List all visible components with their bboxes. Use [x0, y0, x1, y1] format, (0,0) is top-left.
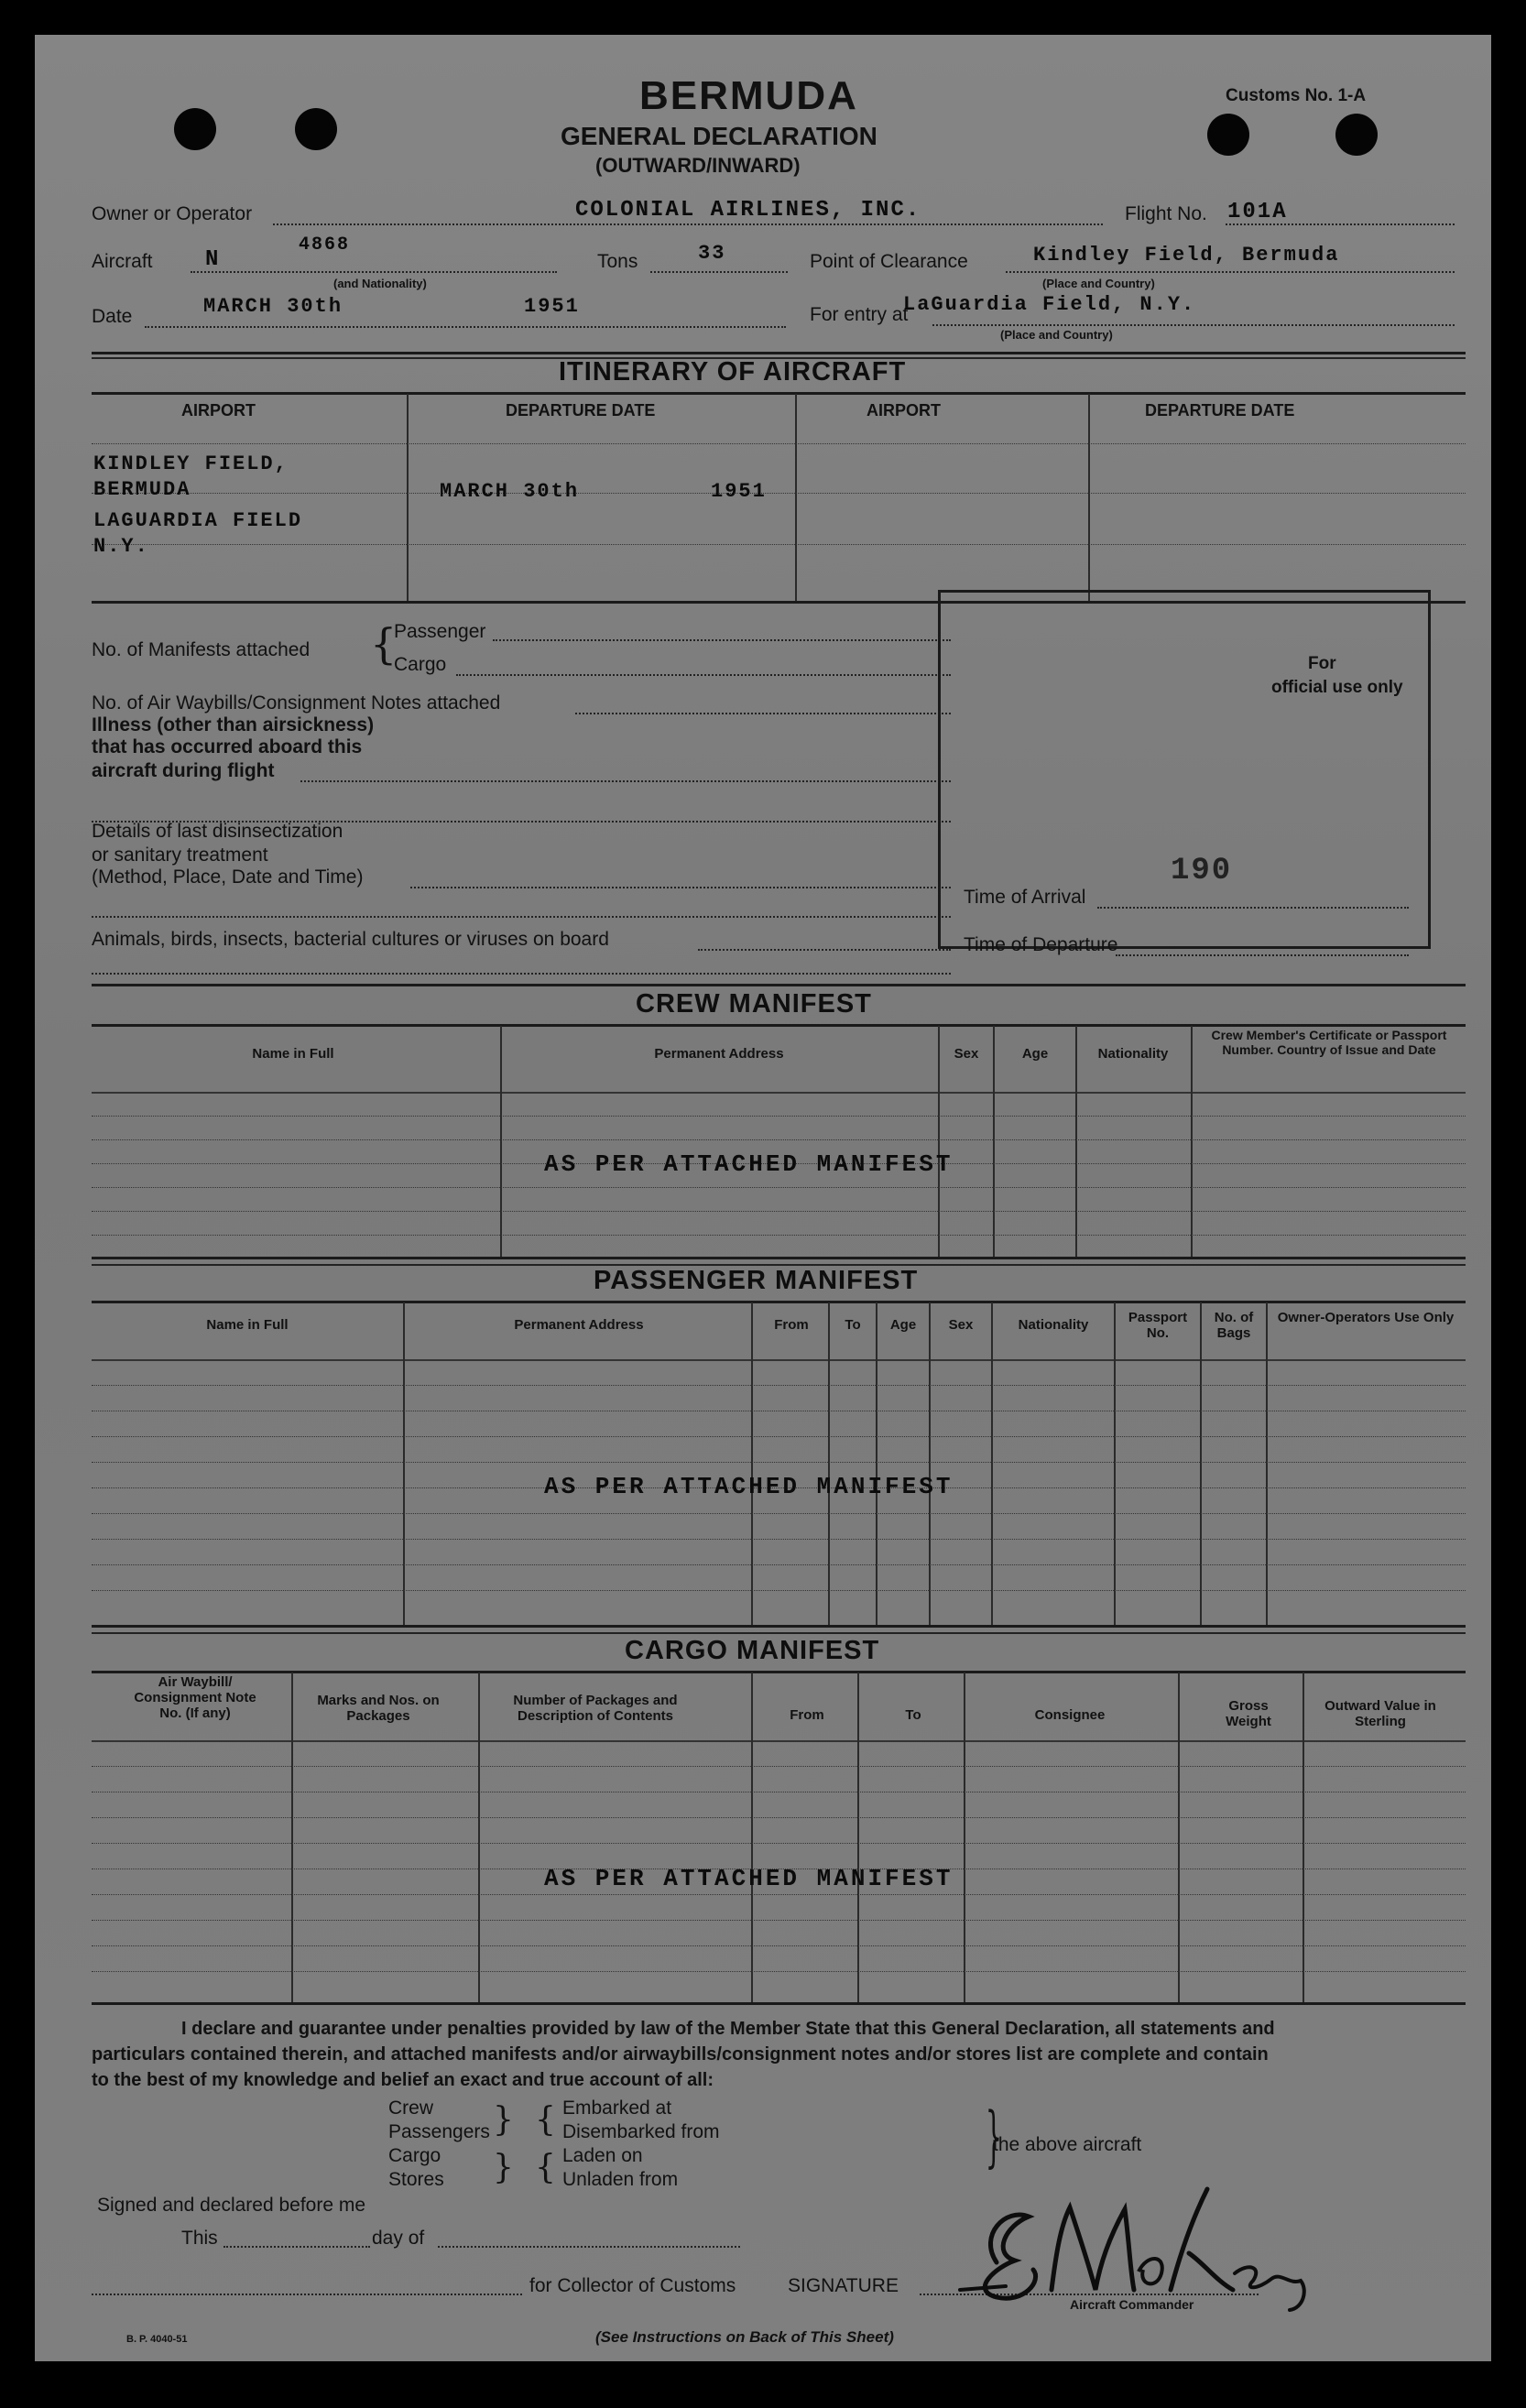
commander-signature	[942, 2152, 1345, 2317]
animals-line	[698, 949, 951, 951]
waybills-label: No. of Air Waybills/Consignment Notes attached	[92, 692, 501, 714]
aircraft-value: 4868	[299, 234, 351, 256]
passenger-row-rule	[92, 1462, 1466, 1463]
footer-note: (See Instructions on Back of This Sheet)	[595, 2328, 894, 2346]
cargo-col: Consignee	[1034, 1707, 1106, 1723]
passenger-col: Name in Full	[206, 1317, 289, 1333]
form-subtitle: GENERAL DECLARATION	[561, 122, 877, 150]
disinsect-line-2	[92, 916, 951, 918]
itinerary-divider	[795, 394, 797, 601]
cargo-divider	[857, 1673, 859, 2002]
year-value: 1951	[524, 295, 580, 318]
day-line	[438, 2246, 740, 2248]
declaration-left-item: Passengers	[388, 2121, 490, 2142]
crew-col: Permanent Address	[654, 1046, 784, 1062]
punch-hole	[295, 108, 337, 150]
disinsect-label: (Method, Place, Date and Time)	[92, 866, 364, 888]
itinerary-airport-line: BERMUDA	[93, 478, 191, 501]
crew-row-rule	[92, 1116, 1466, 1117]
aircraft-line	[191, 271, 557, 273]
passenger-title: PASSENGER MANIFEST	[594, 1266, 919, 1295]
cargo-col: Outward Value in Sterling	[1324, 1698, 1436, 1729]
itinerary-divider	[1088, 394, 1090, 601]
departure-label: Time of Departure	[964, 934, 1118, 955]
disinsect-label: Details of last disinsectization	[92, 821, 343, 842]
passenger-col: Permanent Address	[514, 1317, 644, 1333]
declaration-mid-item: Embarked at	[562, 2097, 672, 2119]
passenger-bottom-rule	[92, 1625, 1466, 1628]
crew-row-rule	[92, 1235, 1466, 1236]
declaration-brace: {	[535, 2149, 556, 2186]
illness-label: that has occurred aboard this	[92, 736, 363, 757]
form-direction: (OUTWARD/INWARD)	[595, 154, 801, 177]
passenger-col: Owner-Operators Use Only	[1277, 1310, 1455, 1325]
cargo-divider	[751, 1673, 753, 2002]
cargo-divider	[291, 1673, 293, 2002]
cargo-row-rule	[92, 1945, 1466, 1946]
disinsect-label: or sanitary treatment	[92, 844, 268, 866]
cargo-divider	[1178, 1673, 1180, 2002]
passenger-col: Nationality	[1018, 1317, 1089, 1333]
cargo-title: CARGO MANIFEST	[625, 1636, 880, 1665]
itinerary-col-departure-2: DEPARTURE DATE	[1145, 401, 1295, 419]
place-country-note-2: (Place and Country)	[1000, 328, 1113, 342]
flight-line	[1226, 223, 1455, 225]
declaration-left-item: Crew	[388, 2097, 434, 2119]
flight-value: 101A	[1227, 200, 1288, 224]
punch-hole	[1207, 114, 1249, 156]
cargo-col: To	[905, 1707, 921, 1723]
passenger-row-rule	[92, 1513, 1466, 1514]
crew-title: CREW MANIFEST	[636, 989, 872, 1019]
punch-hole	[1335, 114, 1378, 156]
passenger-title-rule	[92, 1301, 1466, 1303]
form-title: BERMUDA	[639, 73, 858, 118]
aircraft-prefix: N	[205, 247, 221, 272]
passenger-divider	[1114, 1302, 1116, 1625]
illness-line	[300, 780, 951, 782]
declaration-mid-item: Disembarked from	[562, 2121, 720, 2142]
passenger-divider	[403, 1302, 405, 1625]
itinerary-col-airport-2: AIRPORT	[867, 401, 941, 419]
owner-value: COLONIAL AIRLINES, INC.	[575, 198, 921, 223]
owner-label: Owner or Operator	[92, 203, 253, 224]
animals-label: Animals, birds, insects, bacterial cultures or viruses on board	[92, 929, 609, 950]
crew-col: Nationality	[1097, 1046, 1169, 1062]
entry-line	[932, 324, 1455, 326]
illness-label: Illness (other than airsickness)	[92, 714, 375, 735]
passenger-manifest-line	[493, 639, 951, 641]
crew-bottom-rule	[92, 1257, 1466, 1259]
crew-col: Name in Full	[252, 1046, 334, 1062]
declaration-sheet	[35, 35, 1491, 2361]
animals-line-2	[92, 973, 951, 975]
cargo-manifest-line	[456, 674, 951, 676]
crew-title-rule	[92, 1024, 1466, 1027]
itinerary-title-rule	[92, 392, 1466, 395]
declaration-left-item: Cargo	[388, 2145, 441, 2166]
date-line	[145, 326, 786, 328]
declaration-brace: }	[493, 2149, 514, 2186]
passenger-manifest-label: Passenger	[394, 621, 486, 642]
passenger-divider	[1200, 1302, 1202, 1625]
itinerary-airport-line: LAGUARDIA FIELD	[93, 509, 303, 532]
passenger-col: Age	[889, 1317, 917, 1333]
crew-row-rule	[92, 1139, 1466, 1140]
itinerary-col-airport: AIRPORT	[181, 401, 256, 419]
manifests-brace: {	[370, 619, 398, 669]
collector-line	[92, 2294, 522, 2295]
cargo-row-rule	[92, 1843, 1466, 1844]
declaration-brace: }	[985, 2097, 1003, 2174]
itinerary-title: ITINERARY OF AIRCRAFT	[559, 357, 907, 387]
itinerary-rule	[92, 493, 1466, 494]
signed-label: Signed and declared before me	[97, 2195, 366, 2216]
crew-divider	[1075, 1026, 1077, 1257]
clearance-label: Point of Clearance	[810, 251, 968, 272]
crew-divider	[1191, 1026, 1193, 1257]
declaration-left-item: Stores	[388, 2169, 444, 2190]
illness-label: aircraft during flight	[92, 760, 275, 781]
declaration-mid-item: Unladen from	[562, 2169, 679, 2190]
date-label: Date	[92, 306, 133, 327]
itinerary-rule	[92, 544, 1466, 545]
clearance-value: Kindley Field, Bermuda	[1033, 244, 1340, 267]
passenger-row-rule	[92, 1539, 1466, 1540]
passenger-divider	[929, 1302, 931, 1625]
passenger-col: To	[845, 1317, 861, 1333]
cargo-attached-note: AS PER ATTACHED MANIFEST	[544, 1865, 954, 1892]
crew-header-rule	[92, 1092, 1466, 1094]
passenger-row-rule	[92, 1436, 1466, 1437]
commander-label: Aircraft Commander	[1070, 2297, 1194, 2312]
flight-label: Flight No.	[1125, 203, 1207, 224]
crew-divider	[500, 1026, 502, 1257]
declaration-text-line: particulars contained therein, and attached manifests and/or airwaybills/consignment notes and/or stores list are complete and contain	[92, 2044, 1269, 2065]
declaration-text-line: to the best of my knowledge and belief an exact and true account of all:	[92, 2070, 714, 2090]
cargo-col: Marks and Nos. on Packages	[317, 1693, 440, 1724]
cargo-col: Number of Packages and Description of Contents	[513, 1693, 678, 1724]
crew-col: Sex	[954, 1046, 979, 1062]
tons-label: Tons	[597, 251, 638, 272]
passenger-col: From	[774, 1317, 809, 1333]
passenger-attached-note: AS PER ATTACHED MANIFEST	[544, 1473, 954, 1500]
crew-col: Age	[1021, 1046, 1049, 1062]
form-code: B. P. 4040-51	[126, 2334, 188, 2345]
cargo-row-rule	[92, 1766, 1466, 1767]
official-use-label: official use only	[1271, 678, 1403, 697]
clearance-line	[1006, 271, 1455, 273]
signature-label: SIGNATURE	[788, 2275, 899, 2296]
passenger-divider	[828, 1302, 830, 1625]
declaration-brace: }	[493, 2101, 514, 2139]
passenger-header-rule	[92, 1359, 1466, 1361]
passenger-row-rule	[92, 1590, 1466, 1591]
entry-value: LaGuardia Field, N.Y.	[903, 293, 1196, 316]
cargo-row-rule	[92, 1920, 1466, 1921]
crew-top-rule	[92, 984, 1466, 986]
departure-line	[1116, 954, 1409, 956]
passenger-col: No. of Bags	[1214, 1310, 1254, 1341]
day-label: day of	[372, 2228, 425, 2249]
itinerary-departure-date: MARCH 30th	[440, 480, 580, 503]
nationality-note: (and Nationality)	[333, 277, 427, 290]
cargo-header-rule	[92, 1740, 1466, 1742]
tons-line	[650, 271, 788, 273]
passenger-row-rule	[92, 1385, 1466, 1386]
passenger-divider	[1266, 1302, 1268, 1625]
cargo-row-rule	[92, 1971, 1466, 1972]
passenger-divider	[751, 1302, 753, 1625]
itinerary-divider	[407, 394, 409, 601]
entry-label: For entry at	[810, 304, 909, 325]
passenger-row-rule	[92, 1564, 1466, 1565]
crew-divider	[938, 1026, 940, 1257]
crew-col: Crew Member's Certificate or Passport Number. Country of Issue and Date	[1211, 1028, 1447, 1057]
itinerary-top-rule	[92, 352, 1466, 354]
crew-divider	[993, 1026, 995, 1257]
crew-row-rule	[92, 1211, 1466, 1212]
this-label: This	[181, 2228, 218, 2249]
cargo-divider	[478, 1673, 480, 2002]
crew-attached-note: AS PER ATTACHED MANIFEST	[544, 1150, 954, 1178]
official-use-label: For	[1308, 654, 1336, 673]
cargo-bottom-rule	[92, 2002, 1466, 2005]
passenger-divider	[991, 1302, 993, 1625]
cargo-divider	[964, 1673, 965, 2002]
passenger-col: Passport No.	[1128, 1310, 1188, 1341]
cargo-row-rule	[92, 1817, 1466, 1818]
itinerary-col-departure: DEPARTURE DATE	[506, 401, 656, 419]
passenger-divider	[876, 1302, 877, 1625]
punch-hole	[174, 108, 216, 150]
manifests-label: No. of Manifests attached	[92, 639, 311, 660]
arrival-line	[1097, 907, 1409, 909]
passenger-col: Sex	[948, 1317, 974, 1333]
aircraft-label: Aircraft	[92, 251, 153, 272]
declaration-right-text: the above aircraft	[993, 2134, 1142, 2155]
declaration-text-line: I declare and guarantee under penalties provided by law of the Member State that this General Declaration, all statements and	[181, 2019, 1275, 2039]
arrival-stamp: 190	[1171, 854, 1233, 888]
itinerary-airport-line: N.Y.	[93, 535, 149, 558]
collector-label: for Collector of Customs	[529, 2275, 736, 2296]
waybills-line	[575, 713, 951, 714]
place-country-note: (Place and Country)	[1042, 277, 1155, 290]
itinerary-departure-year: 1951	[711, 480, 767, 503]
declaration-brace: {	[535, 2101, 556, 2139]
cargo-col: Air Waybill/ Consignment Note No. (If any)	[134, 1674, 256, 1721]
this-line	[223, 2246, 370, 2248]
date-value: MARCH 30th	[203, 295, 343, 318]
cargo-top-rule	[92, 1632, 1466, 1634]
cargo-title-rule	[92, 1671, 1466, 1673]
itinerary-rule	[92, 443, 1466, 444]
declaration-mid-item: Laden on	[562, 2145, 643, 2166]
cargo-divider	[1303, 1673, 1304, 2002]
owner-line	[273, 223, 1103, 225]
tons-value: 33	[698, 242, 726, 265]
customs-form-number: Customs No. 1-A	[1226, 86, 1367, 105]
arrival-label: Time of Arrival	[964, 887, 1086, 908]
itinerary-airport-line: KINDLEY FIELD,	[93, 452, 289, 475]
cargo-row-rule	[92, 1894, 1466, 1895]
crew-row-rule	[92, 1187, 1466, 1188]
cargo-col: From	[790, 1707, 824, 1723]
cargo-manifest-label: Cargo	[394, 654, 447, 675]
cargo-col: Gross Weight	[1226, 1698, 1271, 1729]
disinsect-line	[410, 887, 951, 888]
